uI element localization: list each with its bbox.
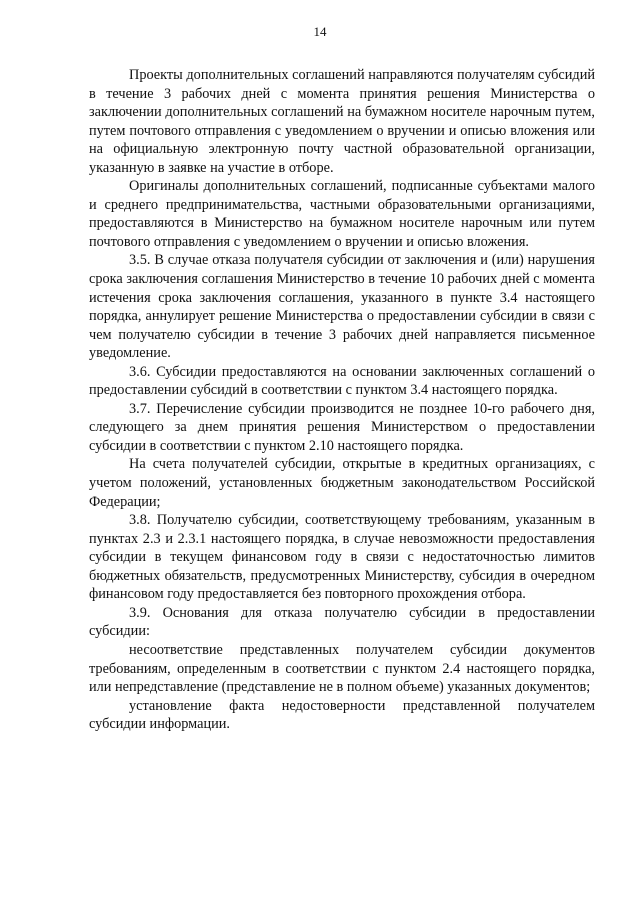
paragraph-3-7: 3.7. Перечисление субсидии производится не позднее 10-го рабочего дня, следующего за днем принятия решения Министерством о предоставлении субсидии в соответствии с пунктом 2.10 настоящего порядка. <box>89 400 595 454</box>
paragraph-refusal-reason-information: установление факта недостоверности представленной получателем субсидии информации. <box>89 697 595 733</box>
page-number: 14 <box>313 24 327 39</box>
document-body <box>89 66 595 734</box>
paragraph-accounts: На счета получателей субсидии, открытые в кредитных организациях, с учетом положений, установленных бюджетным законодательством Российской Федерации; <box>89 456 595 510</box>
paragraph-agreement-originals: Оригиналы дополнительных соглашений, подписанные субъектами малого и среднего предпринимательства, частными образовательными организациями, предоставляются в Министерство на бумажном носителе нарочным или путем почтового отправления с уведомлением о вручении и описью вложения. <box>89 178 595 250</box>
paragraph-3-8: 3.8. Получателю субсидии, соответствующему требованиям, указанным в пунктах 2.3 и 2.3.1 настоящего порядка, в случае невозможности предоставления субсидии в текущем финансовом году в связи с недостаточностью лимитов бюджетных обязательств, предусмотренных Министерству, субсидия в очередном финансовом году предоставляется без повторного прохождения отбора. <box>89 512 595 603</box>
paragraph-refusal-reason-documents: несоответствие представленных получателем субсидии документов требованиям, определенным в соответствии с пунктом 2.4 настоящего порядка, или непредставление (представление не в полном объеме) указанных документов; <box>89 641 595 696</box>
paragraph-3-6: 3.6. Субсидии предоставляются на основании заключенных соглашений о предоставлении субсидий в соответствии с пунктом 3.4 настоящего порядка. <box>89 363 595 399</box>
paragraph-3-5: 3.5. В случае отказа получателя субсидии от заключения и (или) нарушения срока заключения соглашения Министерство в течение 10 рабочих дней с момента истечения срока заключения соглашения, указанного в пункте 3.4 настоящего порядка, аннулирует решение Министерства о предоставлении субсидии в связи с чем получателю субсидии в течение 3 рабочих дней направляется письменное уведомление. <box>89 252 595 362</box>
paragraph-3-9: 3.9. Основания для отказа получателю субсидии в предоставлении субсидии: <box>89 604 595 640</box>
paragraph-additional-agreements-projects: Проекты дополнительных соглашений направляются получателям субсидий в течение 3 рабочих дней с момента принятия решения Министерства о заключении дополнительных соглашений на бумажном носителе нарочным путем, путем почтового отправления с уведомлением о вручении и описью вложения или на официальную электронную почту частной образовательной организации, указанную в заявке на участие в отборе. <box>89 67 595 176</box>
